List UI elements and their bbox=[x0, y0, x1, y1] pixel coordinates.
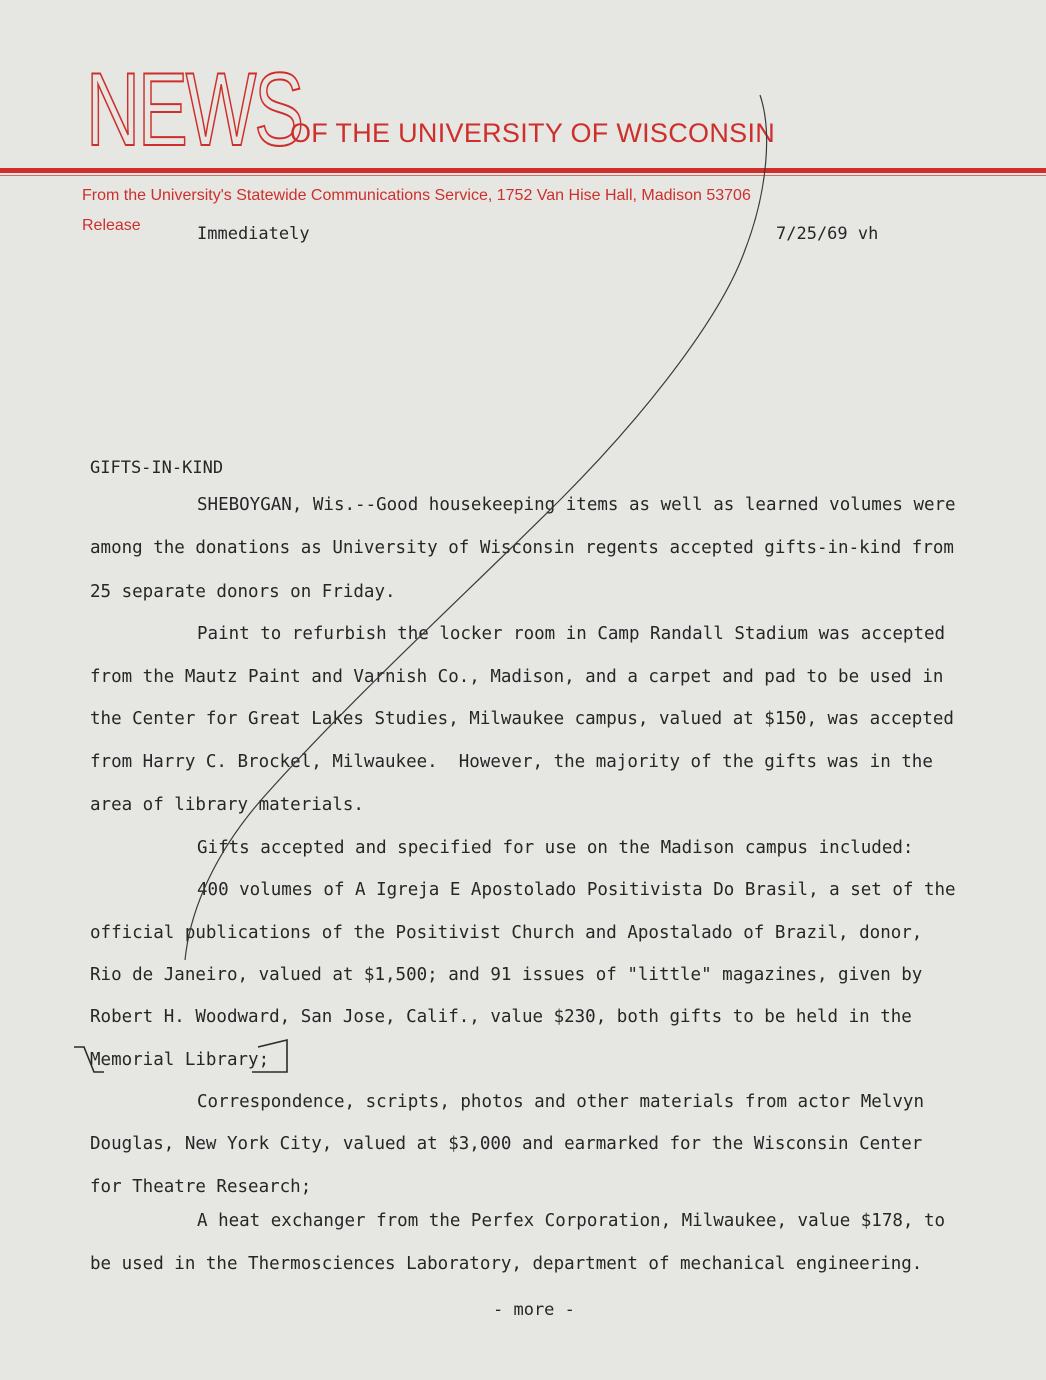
body-line: SHEBOYGAN, Wis.--Good housekeeping items as well as learned volumes were bbox=[197, 495, 956, 515]
body-line: from Harry C. Brockel, Milwaukee. However, the majority of the gifts was in the bbox=[90, 752, 933, 772]
masthead-subtitle: OF THE UNIVERSITY OF WISCONSIN bbox=[290, 118, 776, 148]
body-line: be used in the Thermosciences Laboratory, department of mechanical engineering. bbox=[90, 1254, 923, 1274]
body-line: area of library materials. bbox=[90, 795, 364, 815]
from-line: From the University's Statewide Communications Service, 1752 Van Hise Hall, Madison 53706 bbox=[82, 187, 751, 204]
release-date: 7/25/69 vh bbox=[776, 224, 879, 244]
body-line: among the donations as University of Wisconsin regents accepted gifts-in-kind from bbox=[90, 538, 954, 558]
body-line: Robert H. Woodward, San Jose, Calif., value $230, both gifts to be held in the bbox=[90, 1007, 912, 1027]
body-line: the Center for Great Lakes Studies, Milwaukee campus, valued at $150, was accepted bbox=[90, 709, 954, 729]
body-line: Rio de Janeiro, valued at $1,500; and 91 issues of "little" magazines, given by bbox=[90, 965, 923, 985]
body-line: Correspondence, scripts, photos and other materials from actor Melvyn bbox=[197, 1092, 924, 1112]
news-logo: NEWS bbox=[86, 52, 302, 168]
body-line: A heat exchanger from the Perfex Corporation, Milwaukee, value $178, to bbox=[197, 1211, 946, 1231]
body-line: Paint to refurbish the locker room in Camp Randall Stadium was accepted bbox=[197, 624, 946, 644]
editor-pencil-stroke bbox=[185, 95, 767, 960]
more-marker: - more - bbox=[493, 1300, 575, 1320]
body-line: official publications of the Positivist Church and Apostalado of Brazil, donor, bbox=[90, 923, 923, 943]
body-line: from the Mautz Paint and Varnish Co., Madison, and a carpet and pad to be used in bbox=[90, 667, 944, 687]
body-line: 25 separate donors on Friday. bbox=[90, 582, 396, 602]
body-line: Gifts accepted and specified for use on the Madison campus included: bbox=[197, 838, 914, 858]
body-line: 400 volumes of A Igreja E Apostolado Positivista Do Brasil, a set of the bbox=[197, 880, 956, 900]
release-label: Release bbox=[82, 217, 141, 234]
bracket-right-mark bbox=[252, 1040, 287, 1072]
body-line: for Theatre Research; bbox=[90, 1177, 312, 1197]
release-value: Immediately bbox=[197, 224, 310, 244]
bracket-left-mark bbox=[74, 1047, 104, 1072]
release-heading: GIFTS-IN-KIND bbox=[90, 458, 224, 478]
body-line: Douglas, New York City, valued at $3,000 and earmarked for the Wisconsin Center bbox=[90, 1134, 923, 1154]
body-line: Memorial Library; bbox=[90, 1050, 270, 1070]
